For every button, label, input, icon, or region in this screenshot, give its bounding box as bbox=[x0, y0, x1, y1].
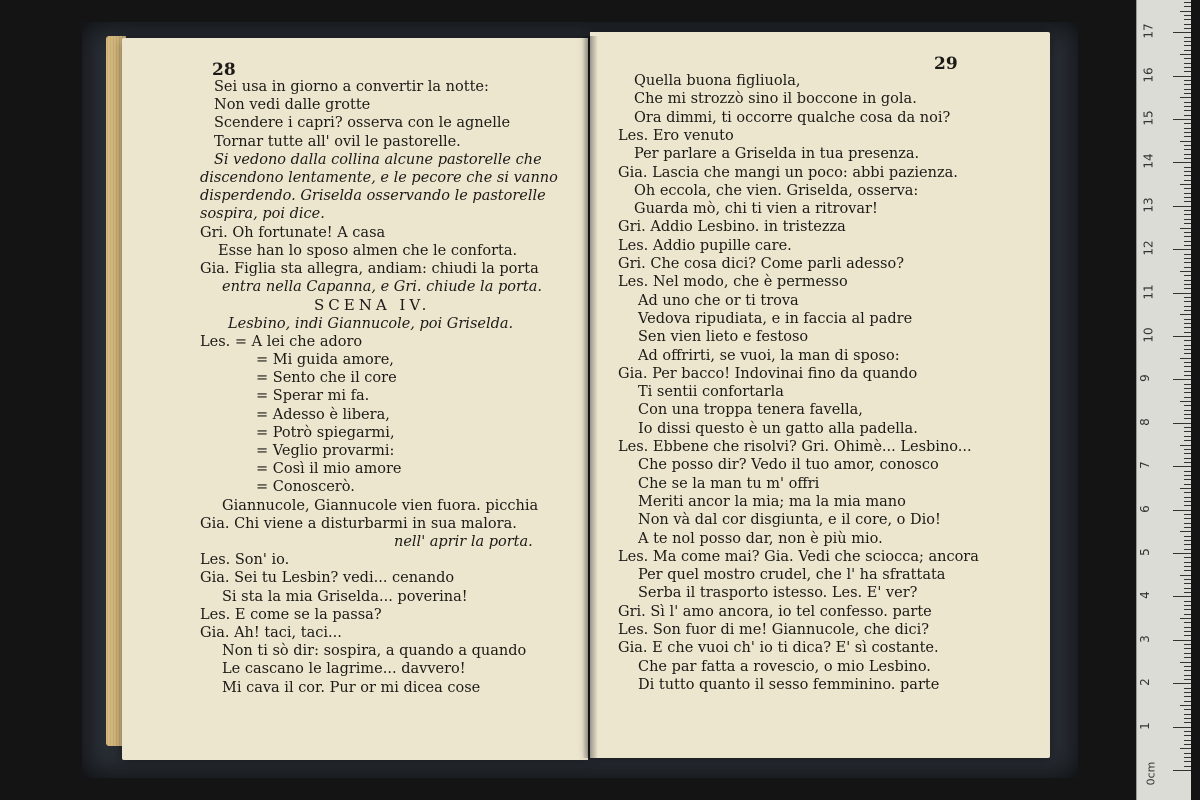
ruler-tick bbox=[1173, 466, 1191, 467]
ruler-tick bbox=[1184, 188, 1191, 189]
ruler-tick bbox=[1184, 388, 1191, 389]
ruler-number: 15 bbox=[1141, 110, 1156, 126]
ruler-tick bbox=[1184, 523, 1191, 524]
ruler-tick bbox=[1184, 514, 1191, 515]
ruler-number: 3 bbox=[1137, 634, 1152, 643]
ruler-number: 6 bbox=[1137, 504, 1152, 513]
text-line: Non vedi dalle grotte bbox=[214, 97, 371, 114]
ruler-tick bbox=[1184, 427, 1191, 428]
ruler-tick bbox=[1173, 640, 1191, 641]
ruler-tick bbox=[1184, 345, 1191, 346]
ruler-tick bbox=[1184, 158, 1191, 159]
ruler-tick bbox=[1184, 167, 1191, 168]
ruler-tick bbox=[1184, 692, 1191, 693]
ruler-tick bbox=[1184, 84, 1191, 85]
text-line: Le cascano le lagrime... davvero! bbox=[222, 661, 466, 678]
text-line: = Così il mio amore bbox=[256, 461, 402, 478]
ruler-tick bbox=[1184, 536, 1191, 537]
ruler-tick bbox=[1184, 722, 1191, 723]
ruler-tick bbox=[1184, 362, 1191, 363]
text-line: nell' aprir la porta. bbox=[394, 534, 533, 550]
ruler-tick bbox=[1184, 392, 1191, 393]
ruler-tick bbox=[1184, 219, 1191, 220]
text-line: A te nol posso dar, non è più mio. bbox=[638, 530, 883, 547]
text-line: Esse han lo sposo almen che le conforta. bbox=[218, 242, 518, 259]
text-line: Sei usa in giorno a convertir la notte: bbox=[214, 79, 489, 95]
ruler-tick bbox=[1184, 384, 1191, 385]
text-line: Scendere i capri? osserva con le agnelle bbox=[214, 115, 511, 132]
ruler-tick bbox=[1184, 458, 1191, 459]
ruler-tick bbox=[1184, 102, 1191, 103]
ruler-tick bbox=[1173, 206, 1191, 207]
ruler-tick bbox=[1180, 401, 1191, 402]
text-line: Lesbino, indi Giannucole, poi Griselda. bbox=[228, 315, 514, 332]
ruler-tick bbox=[1184, 136, 1191, 137]
ruler-tick bbox=[1184, 484, 1191, 485]
ruler-tick bbox=[1173, 162, 1191, 163]
ruler-tick bbox=[1180, 748, 1191, 749]
ruler-tick bbox=[1180, 531, 1191, 532]
text-line: = Conoscerò. bbox=[256, 479, 355, 496]
text-line: Per quel mostro crudel, che l' ha sfrattata bbox=[638, 567, 946, 584]
ruler-tick bbox=[1184, 115, 1191, 116]
text-line: Gia. E che vuoi ch' io ti dica? E' sì costante. bbox=[618, 640, 939, 657]
ruler-tick bbox=[1173, 293, 1191, 294]
ruler-tick bbox=[1180, 271, 1191, 272]
text-line: Si vedono dalla collina alcune pastorelle che bbox=[214, 151, 542, 168]
text-line: Che posso dir? Vedo il tuo amor, conosco bbox=[638, 457, 939, 474]
text-line: Vedova ripudiata, e in faccia al padre bbox=[638, 310, 913, 327]
ruler-tick bbox=[1184, 761, 1191, 762]
ruler-tick bbox=[1184, 262, 1191, 263]
ruler-number: 5 bbox=[1137, 548, 1152, 556]
ruler-tick bbox=[1184, 63, 1191, 64]
left-page-number: 28 bbox=[212, 60, 236, 80]
ruler-tick bbox=[1184, 366, 1191, 367]
text-line: Gia. Chi viene a disturbarmi in sua malora. bbox=[200, 515, 517, 532]
ruler-tick bbox=[1184, 15, 1191, 16]
text-line: Per parlare a Griselda in tua presenza. bbox=[634, 146, 920, 163]
ruler-tick bbox=[1184, 128, 1191, 129]
ruler-number: 10 bbox=[1141, 327, 1156, 343]
text-line: = Mi guida amore, bbox=[256, 352, 394, 368]
ruler-number: 8 bbox=[1137, 417, 1152, 426]
text-line: Gia. Per bacco! Indovinai fino da quando bbox=[618, 365, 918, 382]
ruler-tick bbox=[1184, 601, 1191, 602]
book-gutter bbox=[582, 36, 598, 758]
ruler-tick bbox=[1173, 596, 1191, 597]
measuring-ruler bbox=[1136, 0, 1191, 800]
ruler-tick bbox=[1184, 397, 1191, 398]
text-line: disperdendo. Griselda osservando le pastorelle bbox=[200, 188, 546, 205]
ruler-tick bbox=[1180, 488, 1191, 489]
ruler-tick bbox=[1184, 627, 1191, 628]
ruler-tick bbox=[1184, 254, 1191, 255]
ruler-tick bbox=[1180, 11, 1191, 12]
ruler-tick bbox=[1184, 245, 1191, 246]
ruler-tick bbox=[1180, 705, 1191, 706]
ruler-tick bbox=[1184, 549, 1191, 550]
ruler-tick bbox=[1184, 614, 1191, 615]
ruler-tick bbox=[1184, 644, 1191, 645]
ruler-tick bbox=[1184, 462, 1191, 463]
ruler-tick bbox=[1184, 675, 1191, 676]
ruler-tick bbox=[1184, 241, 1191, 242]
ruler-tick bbox=[1184, 744, 1191, 745]
ruler-tick bbox=[1184, 50, 1191, 51]
ruler-tick bbox=[1184, 479, 1191, 480]
ruler-tick bbox=[1184, 310, 1191, 311]
ruler-tick bbox=[1184, 440, 1191, 441]
text-line: discendono lentamente, e le pecore che si vanno bbox=[200, 170, 558, 186]
ruler-tick bbox=[1184, 497, 1191, 498]
ruler-tick bbox=[1184, 258, 1191, 259]
text-line: Gia. Ah! taci, taci... bbox=[200, 625, 342, 641]
ruler-tick bbox=[1180, 445, 1191, 446]
ruler-tick bbox=[1173, 553, 1191, 554]
text-line: Oh eccola, che vien. Griselda, osserva: bbox=[634, 182, 919, 199]
ruler-tick bbox=[1184, 666, 1191, 667]
text-line: Giannucole, Giannucole vien fuora. picchia bbox=[222, 497, 539, 514]
ruler-tick bbox=[1184, 301, 1191, 302]
ruler-tick bbox=[1184, 731, 1191, 732]
text-line: Non và dal cor disgiunta, e il core, o Dio! bbox=[638, 512, 941, 529]
ruler-tick bbox=[1184, 332, 1191, 333]
text-line: Les. Son' io. bbox=[200, 552, 290, 569]
ruler-tick bbox=[1184, 37, 1191, 38]
ruler-tick bbox=[1184, 475, 1191, 476]
text-line: Io dissi questo è un gatto alla padella. bbox=[638, 420, 918, 437]
ruler-tick bbox=[1184, 267, 1191, 268]
text-line: Les. Son fuor di me! Giannucole, che dici? bbox=[618, 622, 930, 638]
ruler-tick bbox=[1184, 735, 1191, 736]
ruler-tick bbox=[1184, 340, 1191, 341]
ruler-tick bbox=[1184, 171, 1191, 172]
ruler-tick bbox=[1184, 371, 1191, 372]
ruler-number: 4 bbox=[1137, 591, 1152, 600]
ruler-tick bbox=[1184, 327, 1191, 328]
ruler-tick bbox=[1184, 709, 1191, 710]
ruler-tick bbox=[1180, 618, 1191, 619]
text-line: = Veglio provarmi: bbox=[256, 443, 395, 459]
ruler-tick bbox=[1184, 154, 1191, 155]
text-line: Gri. Sì l' amo ancora, io tel confesso. parte bbox=[618, 603, 932, 620]
ruler-tick bbox=[1184, 223, 1191, 224]
ruler-tick bbox=[1184, 306, 1191, 307]
ruler-tick bbox=[1184, 566, 1191, 567]
ruler-tick bbox=[1184, 648, 1191, 649]
ruler-tick bbox=[1184, 214, 1191, 215]
ruler-tick bbox=[1173, 423, 1191, 424]
text-line: Mi cava il cor. Pur or mi dicea cose bbox=[222, 679, 481, 696]
text-line: entra nella Capanna, e Gri. chiude la porta. bbox=[222, 279, 542, 296]
ruler-tick bbox=[1184, 110, 1191, 111]
text-line: Ora dimmi, ti occorre qualche cosa da noi? bbox=[634, 109, 951, 126]
ruler-tick bbox=[1184, 540, 1191, 541]
text-line: = Adesso è libera, bbox=[256, 406, 390, 423]
right-page-number: 29 bbox=[934, 54, 958, 74]
ruler-number: 9 bbox=[1137, 374, 1152, 383]
ruler-number: 13 bbox=[1141, 197, 1156, 213]
ruler-tick bbox=[1184, 19, 1191, 20]
ruler-tick bbox=[1184, 28, 1191, 29]
ruler-tick bbox=[1184, 232, 1191, 233]
right-page bbox=[590, 32, 1050, 758]
ruler-tick bbox=[1184, 696, 1191, 697]
ruler-tick bbox=[1184, 71, 1191, 72]
ruler-unit-label: 0cm bbox=[1144, 761, 1158, 786]
ruler-tick bbox=[1180, 54, 1191, 55]
text-line: Les. Nel modo, che è permesso bbox=[618, 274, 848, 291]
ruler-tick bbox=[1173, 683, 1191, 684]
ruler-tick bbox=[1184, 80, 1191, 81]
ruler-tick bbox=[1184, 45, 1191, 46]
ruler-tick bbox=[1184, 197, 1191, 198]
ruler-tick bbox=[1173, 770, 1191, 771]
ruler-tick bbox=[1184, 527, 1191, 528]
ruler-tick bbox=[1184, 280, 1191, 281]
ruler-tick bbox=[1184, 757, 1191, 758]
ruler-tick bbox=[1173, 336, 1191, 337]
text-line: Les. = A lei che adoro bbox=[200, 333, 363, 350]
ruler-tick bbox=[1184, 453, 1191, 454]
ruler-tick bbox=[1184, 431, 1191, 432]
ruler-tick bbox=[1184, 210, 1191, 211]
ruler-tick bbox=[1173, 249, 1191, 250]
ruler-tick bbox=[1184, 740, 1191, 741]
ruler-tick bbox=[1184, 193, 1191, 194]
ruler-number: 12 bbox=[1141, 240, 1156, 256]
text-line: Gri. Che cosa dici? Come parli adesso? bbox=[618, 256, 904, 272]
ruler-tick bbox=[1184, 605, 1191, 606]
ruler-tick bbox=[1184, 41, 1191, 42]
text-line: Ad offrirti, se vuoi, la man di sposo: bbox=[638, 347, 900, 364]
text-line: Les. Ma come mai? Gia. Vedi che sciocca; ancora bbox=[618, 548, 979, 565]
ruler-tick bbox=[1184, 89, 1191, 90]
ruler-number: 14 bbox=[1141, 153, 1156, 170]
ruler-tick bbox=[1184, 349, 1191, 350]
ruler-tick bbox=[1180, 662, 1191, 663]
ruler-tick bbox=[1184, 284, 1191, 285]
ruler-tick bbox=[1184, 375, 1191, 376]
text-line: Gia. Sei tu Lesbin? vedi... cenando bbox=[200, 570, 455, 587]
text-line: SCENA IV. bbox=[314, 296, 431, 315]
text-line: Che par fatta a rovescio, o mio Lesbino. bbox=[638, 658, 931, 675]
text-line: sospira, poi dice. bbox=[200, 206, 325, 223]
ruler-tick bbox=[1180, 141, 1191, 142]
ruler-tick bbox=[1184, 201, 1191, 202]
text-line: Gia. Lascia che mangi un poco: abbi pazienza. bbox=[618, 164, 958, 181]
text-line: = Sperar mi fa. bbox=[256, 388, 370, 405]
ruler-tick bbox=[1184, 622, 1191, 623]
ruler-number: 1 bbox=[1137, 721, 1152, 730]
text-line: Les. Addio pupille care. bbox=[618, 237, 792, 254]
ruler-tick bbox=[1184, 592, 1191, 593]
ruler-tick bbox=[1184, 471, 1191, 472]
ruler-tick bbox=[1184, 653, 1191, 654]
ruler-tick bbox=[1184, 414, 1191, 415]
ruler-tick bbox=[1184, 688, 1191, 689]
ruler-tick bbox=[1184, 714, 1191, 715]
ruler-tick bbox=[1184, 492, 1191, 493]
text-line: Les. Ero venuto bbox=[618, 127, 734, 144]
ruler-tick bbox=[1184, 579, 1191, 580]
ruler-tick bbox=[1184, 718, 1191, 719]
ruler-tick bbox=[1173, 727, 1191, 728]
ruler-tick bbox=[1184, 562, 1191, 563]
ruler-number: 11 bbox=[1141, 283, 1156, 300]
ruler-tick bbox=[1184, 583, 1191, 584]
ruler-tick bbox=[1184, 557, 1191, 558]
ruler-tick bbox=[1184, 58, 1191, 59]
text-line: Di tutto quanto il sesso femminino. parte bbox=[638, 676, 940, 693]
ruler-tick bbox=[1184, 588, 1191, 589]
ruler-number: 7 bbox=[1137, 461, 1152, 470]
ruler-tick bbox=[1184, 679, 1191, 680]
ruler-tick bbox=[1184, 449, 1191, 450]
text-line: Guarda mò, chi ti vien a ritrovar! bbox=[634, 201, 878, 218]
ruler-tick bbox=[1184, 436, 1191, 437]
text-line: Gri. Addio Lesbino. in tristezza bbox=[618, 219, 846, 236]
ruler-tick bbox=[1184, 2, 1191, 3]
ruler-tick bbox=[1180, 228, 1191, 229]
ruler-tick bbox=[1184, 410, 1191, 411]
text-line: Con una troppa tenera favella, bbox=[638, 402, 863, 419]
ruler-tick bbox=[1184, 180, 1191, 181]
ruler-tick bbox=[1184, 288, 1191, 289]
text-line: Tornar tutte all' ovil le pastorelle. bbox=[214, 133, 461, 150]
ruler-tick bbox=[1184, 297, 1191, 298]
ruler-tick bbox=[1173, 510, 1191, 511]
left-page bbox=[122, 38, 588, 760]
ruler-tick bbox=[1184, 132, 1191, 133]
ruler-tick bbox=[1184, 657, 1191, 658]
ruler-tick bbox=[1173, 76, 1191, 77]
text-line: = Potrò spiegarmi, bbox=[256, 424, 395, 441]
ruler-tick bbox=[1180, 314, 1191, 315]
ruler-number: 2 bbox=[1137, 678, 1152, 687]
ruler-tick bbox=[1180, 358, 1191, 359]
text-line: Che se la man tu m' offri bbox=[638, 475, 820, 492]
text-line: Sen vien lieto e festoso bbox=[638, 329, 809, 346]
ruler-tick bbox=[1184, 505, 1191, 506]
ruler-tick bbox=[1173, 32, 1191, 33]
ruler-tick bbox=[1184, 123, 1191, 124]
ruler-tick bbox=[1184, 145, 1191, 146]
ruler-tick bbox=[1184, 670, 1191, 671]
ruler-tick bbox=[1184, 501, 1191, 502]
ruler-tick bbox=[1173, 379, 1191, 380]
ruler-tick bbox=[1184, 236, 1191, 237]
ruler-tick bbox=[1184, 275, 1191, 276]
text-line: Che mi strozzò sino il boccone in gola. bbox=[634, 91, 917, 108]
ruler-tick bbox=[1184, 405, 1191, 406]
ruler-tick bbox=[1184, 518, 1191, 519]
text-line: Quella buona figliuola, bbox=[634, 73, 801, 89]
ruler-tick bbox=[1184, 67, 1191, 68]
ruler-number: 17 bbox=[1141, 23, 1156, 39]
ruler-tick bbox=[1184, 766, 1191, 767]
ruler-tick bbox=[1184, 106, 1191, 107]
text-line: Gia. Figlia sta allegra, andiam: chiudi la porta bbox=[200, 261, 539, 277]
ruler-tick bbox=[1184, 753, 1191, 754]
ruler-tick bbox=[1184, 570, 1191, 571]
text-line: Serba il trasporto istesso. Les. E' ver? bbox=[638, 585, 918, 602]
text-line: Ad uno che or ti trova bbox=[638, 292, 799, 309]
ruler-tick bbox=[1184, 6, 1191, 7]
ruler-tick bbox=[1184, 323, 1191, 324]
ruler-tick bbox=[1184, 319, 1191, 320]
ruler-tick bbox=[1184, 149, 1191, 150]
text-line: Non ti sò dir: sospira, a quando a quando bbox=[222, 643, 527, 660]
ruler-tick bbox=[1184, 353, 1191, 354]
text-line: Ti sentii confortarla bbox=[638, 384, 784, 401]
ruler-tick bbox=[1180, 184, 1191, 185]
text-line: Gri. Oh fortunate! A casa bbox=[200, 224, 386, 241]
text-line: Meriti ancor la mia; ma la mia mano bbox=[638, 493, 906, 510]
text-line: = Sento che il core bbox=[256, 370, 397, 387]
text-line: Si sta la mia Griselda... poverina! bbox=[222, 588, 468, 605]
ruler-tick bbox=[1184, 635, 1191, 636]
text-line: Les. Ebbene che risolvi? Gri. Ohimè... Lesbino... bbox=[618, 439, 972, 455]
ruler-tick bbox=[1184, 418, 1191, 419]
ruler-tick bbox=[1184, 93, 1191, 94]
ruler-tick bbox=[1184, 609, 1191, 610]
ruler-tick bbox=[1184, 701, 1191, 702]
ruler-tick bbox=[1184, 175, 1191, 176]
ruler-tick bbox=[1184, 631, 1191, 632]
ruler-tick bbox=[1173, 119, 1191, 120]
ruler-tick bbox=[1180, 575, 1191, 576]
ruler-tick bbox=[1180, 97, 1191, 98]
ruler-tick bbox=[1184, 24, 1191, 25]
ruler-tick bbox=[1184, 544, 1191, 545]
ruler-number: 16 bbox=[1141, 66, 1156, 83]
text-line: Les. E come se la passa? bbox=[200, 606, 382, 623]
